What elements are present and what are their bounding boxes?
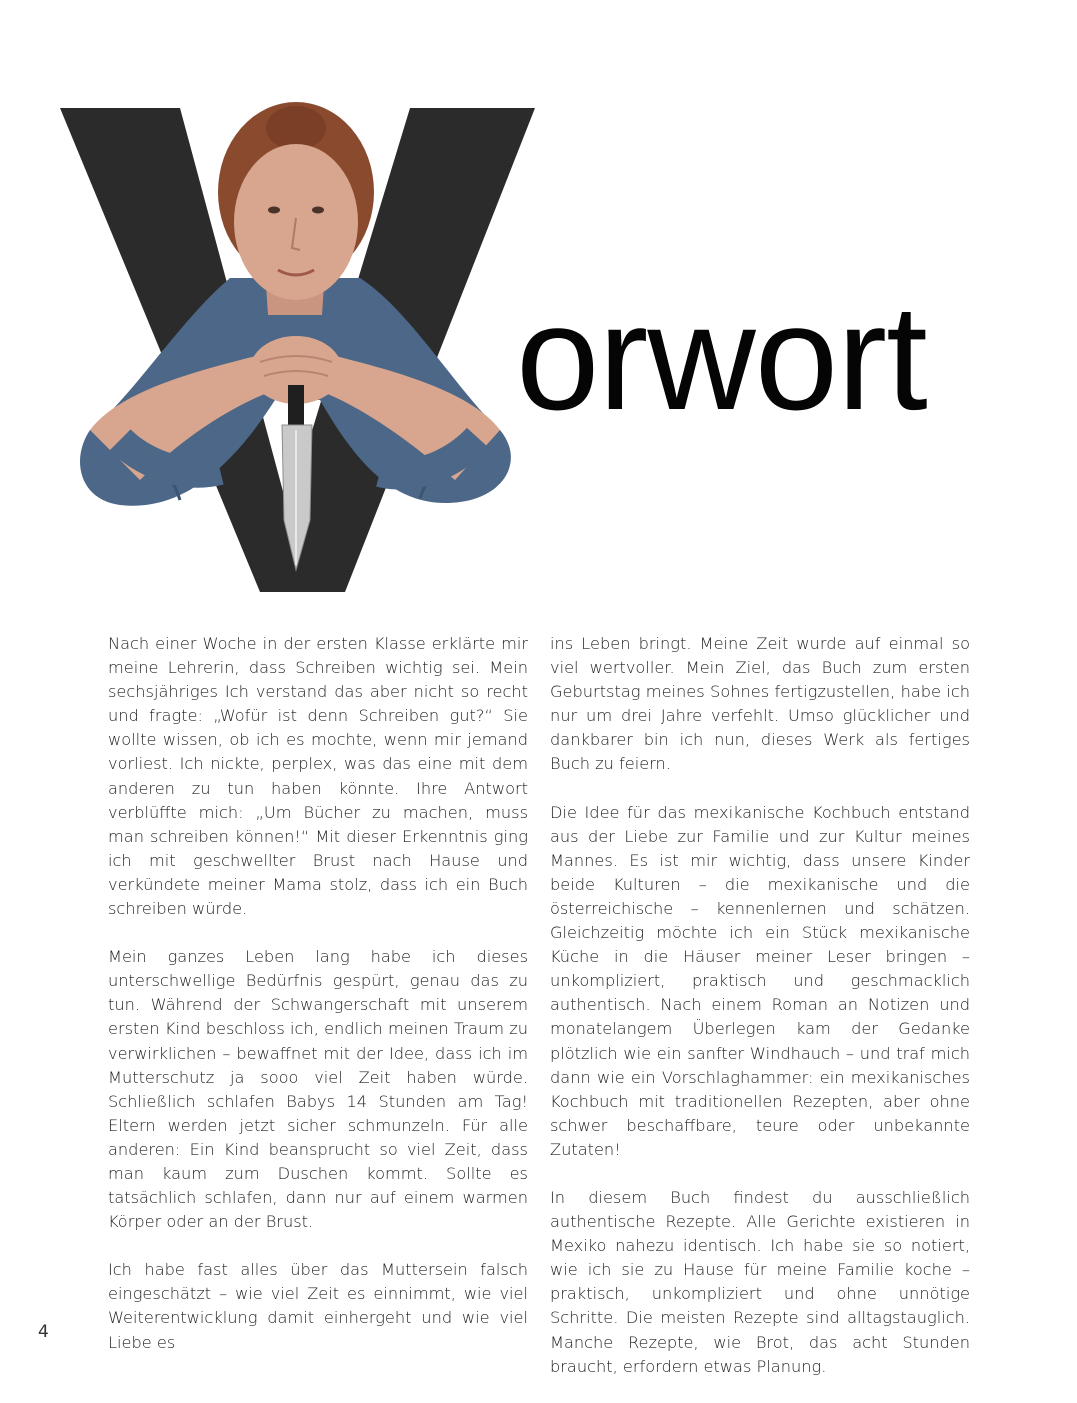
text-column-left [108, 632, 528, 1379]
page-number: 4 [38, 1322, 49, 1342]
paragraph: Mein ganzes Leben lang habe ich dieses unterschwellige Bedürfnis gespürt, genau das zu tun. Während der Schwangerschaft mit unserem ersten Kind beschloss ich, endlich meinen Traum zu verwirklichen – bewaffnet mit der Idee, dass ich im Mutterschutz ja sooo viel Zeit haben würde. Schließlich schlafen Babys 14 Stunden am Tag! Eltern werden jetzt sicher schmunzeln. Für alle anderen: Ein Kind beansprucht so viel Zeit, dass man kaum zum Duschen kommt. Sollte es tatsächlich schlafen, dann nur auf einem warmen Körper oder an der Brust. [108, 947, 528, 1232]
paragraph: In diesem Buch findest du ausschließlich authentische Rezepte. Alle Gerichte existieren in Mexiko nahezu identisch. Ich habe sie so notiert, wie ich sie zu Hause für meine Familie koche – praktisch, unkompliziert und ohne unnötige Schritte. Die meisten Rezepte sind alltagstauglich. Manche Rezepte, wie Brot, das acht Stunden braucht, erfordern etwas Planung. [550, 1187, 970, 1376]
paragraph: ins Leben bringt. Meine Zeit wurde auf einmal so viel wertvoller. Mein Ziel, das Buch zum ersten Geburtstag meines Sohnes fertigzustellen, habe ich nur um drei Jahre verfehlt. Umso glücklicher und dankbarer bin ich nun, dieses Werk als fertiges Buch zu feiern. [550, 634, 970, 774]
hero-illustration [60, 100, 540, 595]
paragraph: Nach einer Woche in der ersten Klasse erklärte mir meine Lehrerin, dass Schreiben wichtig sei. Mein sechsjähriges Ich verstand das aber nicht so recht und fragte: „Wofür ist denn Schreiben gut?“ Sie wollte wissen, ob ich es mochte, wenn mir jemand vorliest. Ich nickte, perplex, was das eine mit dem anderen zu tun haben könnte. Ihre Antwort verblüffte mich: „Um Bücher zu machen, muss man schreiben können!“ Mit dieser Erkenntnis ging ich mit geschwellter Brust nach Hause und verkündete meiner Mama stolz, dass ich ein Buch schreiben würde. [108, 634, 528, 919]
text-column-right [550, 632, 970, 1403]
knife-handle [288, 385, 304, 425]
paragraph: Ich habe fast alles über das Muttersein falsch eingeschätzt – wie viel Zeit es einnimmt, wie viel Weiterentwicklung damit einhergeht und wie viel Liebe es [108, 1260, 528, 1352]
drop-cap-photo [60, 100, 540, 595]
page-title: orwort [516, 273, 927, 441]
paragraph: Die Idee für das mexikanische Kochbuch entstand aus der Liebe zur Familie und zur Kultur meines Mannes. Es ist mir wichtig, dass unsere Kinder beide Kulturen – die mexikanische und die österreichische – kennenlernen und schätzen. Gleichzeitig möchte ich ein Stück mexikanische Küche in die Häuser meiner Leser bringen – unkompliziert, praktisch und geschmacklich authentisch. Nach einem Roman an Notizen und monatelangem Überlegen kam der Gedanke plötzlich wie ein sanfter Windhauch – und traf mich dann wie ein Vorschlaghammer: ein mexikanisches Kochbuch mit traditionellen Rezepten, aber ohne schwer beschaffbare, teure oder unbekannte Zutaten! [550, 802, 970, 1159]
